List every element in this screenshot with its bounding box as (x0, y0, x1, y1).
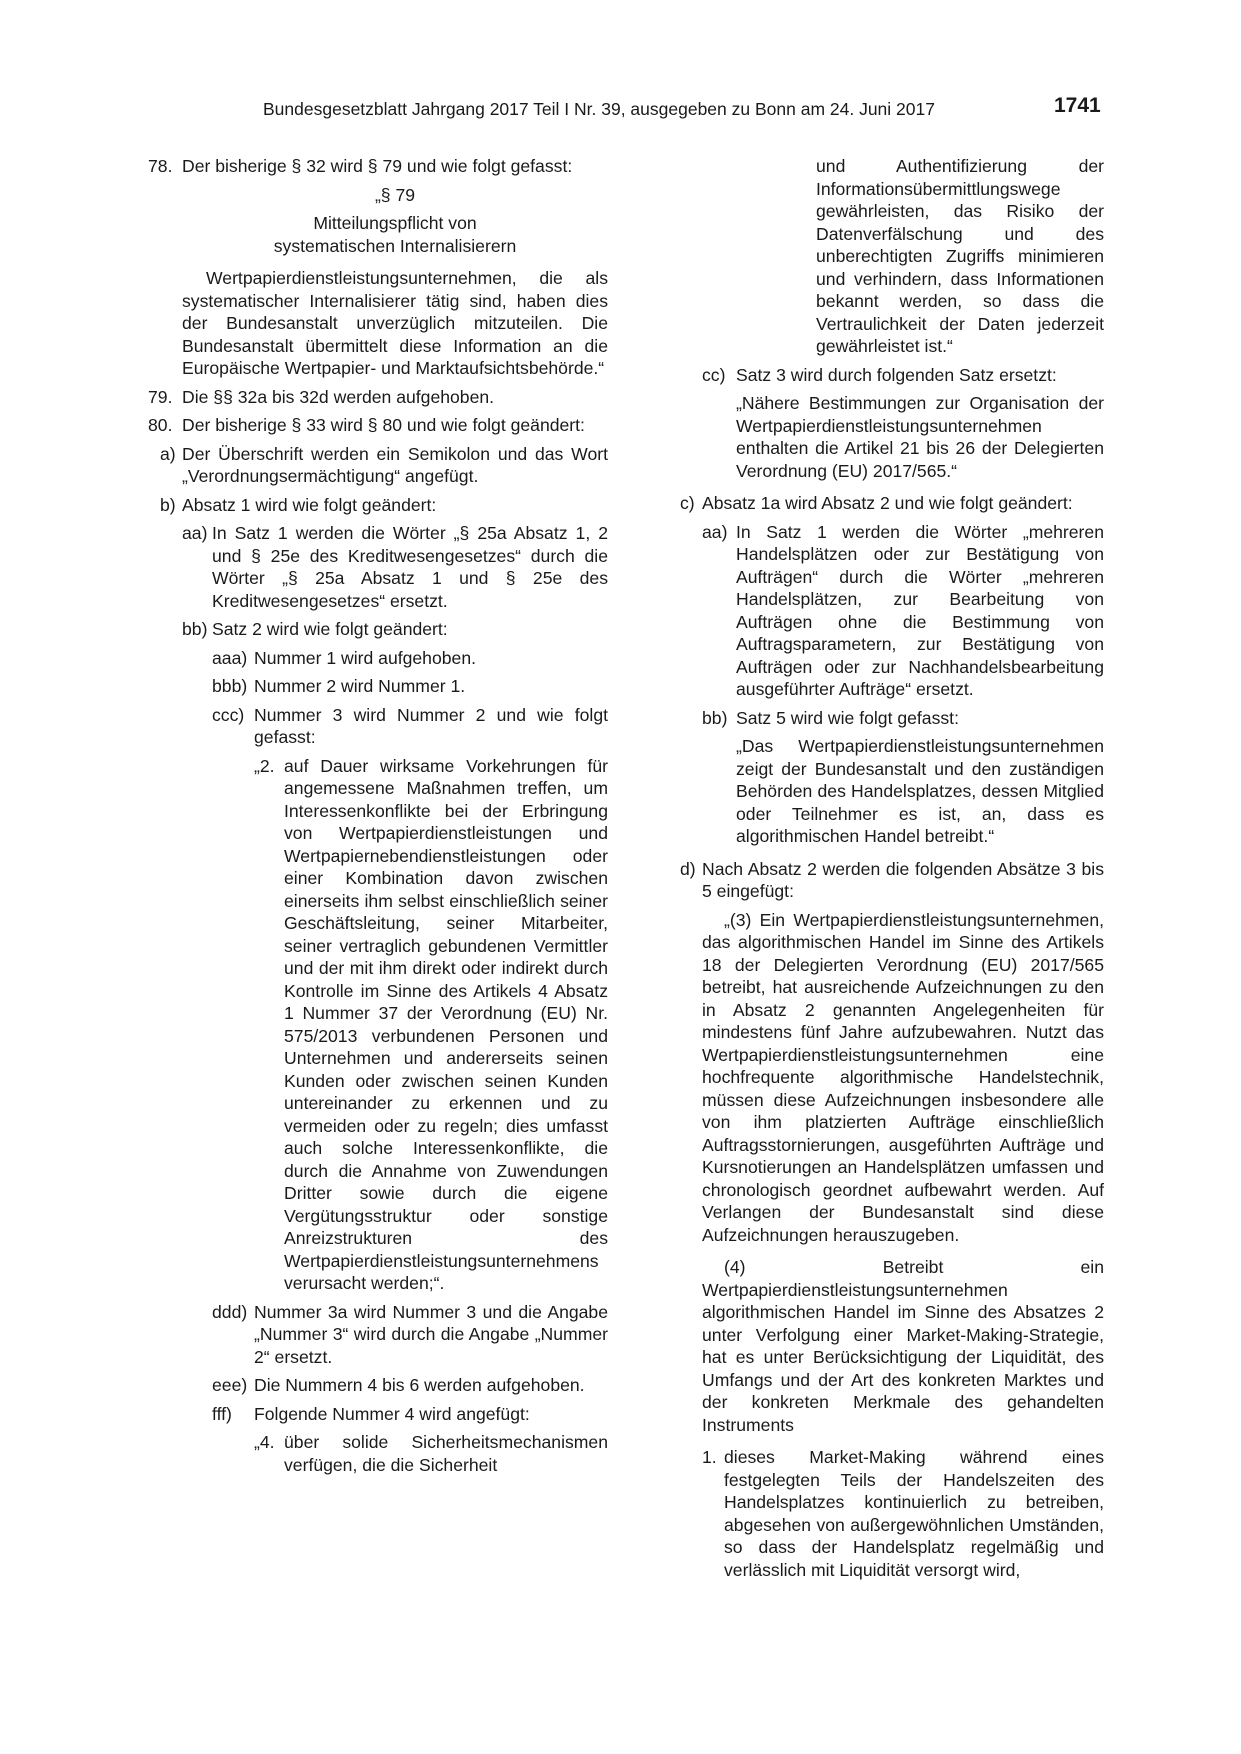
item-c-text: Absatz 1a wird Absatz 2 und wie folgt geändert: (702, 493, 1073, 513)
item-c-bb (702, 707, 1104, 730)
item-fff (212, 1403, 608, 1426)
item-cc-number: cc) (702, 364, 726, 385)
item-eee-number: eee) (212, 1375, 248, 1395)
item-79-text: Die §§ 32a bis 32d werden aufgehoben. (182, 386, 495, 407)
number-4-label: „4. (254, 1432, 275, 1452)
number-4-continuation: und Authentifizierung der Informationsübermittlungswege gewährleisten, das Risiko der Datenverfälschung und des unberechtigten Zugriffs minimieren und verhindern, dass Informationen bekannt werden, so dass die Vertraulichkeit der Daten jederzeit gewährleistet ist.“ (816, 156, 1104, 356)
item-ccc (212, 704, 608, 749)
item-ccc-text: Nummer 3 wird Nummer 2 und wie folgt gefasst: (254, 704, 608, 747)
item-d (680, 858, 1104, 903)
absatz-4: (4) Betreibt ein Wertpapierdienstleistungsunternehmen algorithmischen Handel im Sinne des Absatzes 2 unter Verfolgung einer Market-Making-Strategie, hat es unter Berücksichtigung der Liquidität, des Umfangs und der Art des konkreten Marktes und der konkreten Merkmale des gehandelten Instruments (702, 1257, 1104, 1435)
item-c-bb-text: Satz 5 wird wie folgt gefasst: (736, 707, 959, 728)
section-79-title-line2: systematischen Internalisierern (273, 235, 517, 256)
item-80-b-bb-text: Satz 2 wird wie folgt geändert: (212, 619, 448, 639)
number-4-quote (254, 1431, 608, 1476)
item-80-a-number: a) (160, 443, 176, 464)
absatz-3: „(3) Ein Wertpapierdienstleistungsunternehmen, das algorithmischen Handel im Sinne des Artikels 18 der Delegierten Verordnung (EU) 2017/565 betreibt, hat ausreichende Aufzeichnungen zu den in Absatz 2 genannten Angelegenheiten für mindestens fünf Jahre aufzubewahren. Nutzt das Wertpapierdienstleistungsunternehmen eine hochfrequente algorithmische Handelstechnik, müssen diese Aufzeichnungen insbesondere alle von ihm platzierten Aufträge einschließlich Auftragsstornierungen, ausgeführten Aufträge und Kursnotierungen an Handelsplätzen umfassen und chronologisch geordnet aufbewahrt werden. Auf Verlangen der Bundesanstalt sind diese Aufzeichnungen herauszugeben. (702, 909, 1104, 1245)
item-cc-text: Satz 3 wird durch folgenden Satz ersetzt: (736, 364, 1057, 385)
item-c-aa-number: aa) (702, 521, 728, 542)
item-80 (148, 414, 608, 437)
item-78-text: Der bisherige § 32 wird § 79 und wie folgt gefasst: (182, 156, 573, 176)
section-79-title-line1: Mitteilungspflicht von (313, 213, 477, 233)
item-cc (702, 364, 1104, 387)
item-80-number: 80. (148, 415, 173, 435)
point-1-number: 1. (702, 1447, 717, 1467)
item-d-text: Nach Absatz 2 werden die folgenden Absätze 3 bis 5 eingefügt: (702, 858, 1104, 901)
item-d-number: d) (680, 858, 696, 879)
item-80-b-text: Absatz 1 wird wie folgt geändert: (182, 494, 437, 515)
item-80-b-aa-number: aa) (182, 523, 208, 543)
section-79-body: Wertpapierdienstleistungsunternehmen, die als systematischer Internalisierer tätig sind, haben dies der Bundesanstalt unverzüglich mitzuteilen. Die Bundesanstalt übermittelt diese Information an die Europäische Wertpapier- und Marktaufsichtsbehörde.“ (182, 268, 608, 378)
item-ddd (212, 1301, 608, 1369)
item-ddd-text: Nummer 3a wird Nummer 3 und die Angabe „Nummer 3“ wird durch die Angabe „Nummer 2“ ersetzt. (254, 1301, 608, 1367)
number-2-text: auf Dauer wirksame Vorkehrungen für angemessene Maßnahmen treffen, um Interessenkonflikte bei der Erbringung von Wertpapierdienstleistungen und Wertpapiernebendienstleistungen oder einer Kombination davon zwischen einerseits ihm selbst einschließlich seiner Geschäftsleitung, seiner Mitarbeiter, seiner vertraglich gebundenen Vermittler und der mit ihm direkt oder indirekt durch Kontrolle im Sinne des Artikels 4 Absatz 1 Nummer 37 der Verordnung (EU) Nr. 575/2013 verbundenen Personen und Unternehmen und andererseits seinen Kunden oder zwischen seinen Kunden untereinander zu erkennen und zu vermeiden oder zu regeln; dies umfasst auch solche Interessenkonflikte, die durch die Annahme von Zuwendungen Dritter sowie durch die eigene Vergütungsstruktur oder sonstige Anreizstrukturen des Wertpapierdienstleistungsunternehmens verursacht werden;“. (284, 755, 608, 1293)
section-79-heading: „§ 79 (374, 184, 416, 205)
item-80-b-aa-text: In Satz 1 werden die Wörter „§ 25a Absatz 1, 2 und § 25e des Kreditwesengesetzes“ durch die Wörter „§ 25a Absatz 1 und § 25e des Kreditwesengesetzes“ ersetzt. (212, 523, 608, 611)
number-4-text: über solide Sicherheitsmechanismen verfügen, die die Sicherheit (284, 1432, 608, 1475)
item-80-b-number: b) (160, 494, 176, 515)
item-aaa-text: Nummer 1 wird aufgehoben. (254, 647, 476, 668)
item-c-bb-number: bb) (702, 707, 728, 728)
header-text: Bundesgesetzblatt Jahrgang 2017 Teil I Nr. 39, ausgegeben zu Bonn am 24. Juni 2017 (263, 99, 935, 119)
item-80-b (160, 494, 608, 517)
left-column (148, 155, 608, 1476)
item-aaa (212, 647, 608, 670)
item-fff-number: fff) (212, 1403, 232, 1424)
item-ddd-number: ddd) (212, 1301, 248, 1322)
right-column (680, 155, 1104, 1581)
cc-quote: „Nähere Bestimmungen zur Organisation der Wertpapierdienstleistungsunternehmen enthalten die Artikel 21 bis 26 der Delegierten Verordnung (EU) 2017/565.“ (736, 393, 1104, 481)
item-eee-text: Die Nummern 4 bis 6 werden aufgehoben. (254, 1375, 585, 1395)
absatz-4-point-1 (702, 1446, 1104, 1581)
item-79-number: 79. (148, 386, 173, 407)
item-78-number: 78. (148, 156, 173, 176)
item-80-a (160, 443, 608, 488)
item-80-b-aa (182, 522, 608, 612)
item-80-a-text: Der Überschrift werden ein Semikolon und das Wort „Verordnungsermächtigung“ angefügt. (182, 443, 608, 486)
point-1-text: dieses Market-Making während eines festgelegten Teils der Handelszeiten des Handelsplatzes kontinuierlich zu betreiben, abgesehen von außergewöhnlichen Umständen, so dass der Handelsplatz regelmäßig und verlässlich mit Liquidität versorgt wird, (724, 1447, 1104, 1580)
item-c-aa-text: In Satz 1 werden die Wörter „mehreren Handelsplätzen oder zur Bestätigung von Aufträgen“ durch die Wörter „mehreren Handelsplätzen, zur Bearbeitung von Aufträgen ohne die Bestimmung von Auftragsparametern, zur Bestätigung von Aufträgen oder zur Nachhandelsbearbeitung ausgeführter Aufträge“ ersetzt. (736, 521, 1104, 699)
item-bbb-text: Nummer 2 wird Nummer 1. (254, 676, 466, 696)
item-ccc-number: ccc) (212, 704, 245, 725)
number-2-quote (254, 755, 608, 1295)
item-fff-text: Folgende Nummer 4 wird angefügt: (254, 1403, 530, 1424)
bb-quote: „Das Wertpapierdienstleistungsunternehmen zeigt der Bundesanstalt und den zuständigen Behörden des Handelsplatzes, dessen Mitglied oder Teilnehmer es ist, an, dass es algorithmischen Handel betreibt.“ (736, 736, 1104, 846)
page-number: 1741 (1054, 94, 1101, 117)
item-80-b-bb-number: bb) (182, 619, 208, 639)
item-bbb-number: bbb) (212, 676, 248, 696)
item-bbb (212, 675, 608, 698)
item-80-b-bb (182, 618, 608, 641)
item-c (680, 492, 1104, 515)
item-78 (148, 155, 608, 178)
item-79 (148, 386, 608, 409)
number-2-label: „2. (254, 755, 275, 776)
item-c-aa (702, 521, 1104, 701)
item-aaa-number: aaa) (212, 647, 248, 668)
item-c-number: c) (680, 493, 695, 513)
item-80-text: Der bisherige § 33 wird § 80 und wie folgt geändert: (182, 415, 585, 435)
running-header (0, 94, 1241, 124)
item-eee (212, 1374, 608, 1397)
